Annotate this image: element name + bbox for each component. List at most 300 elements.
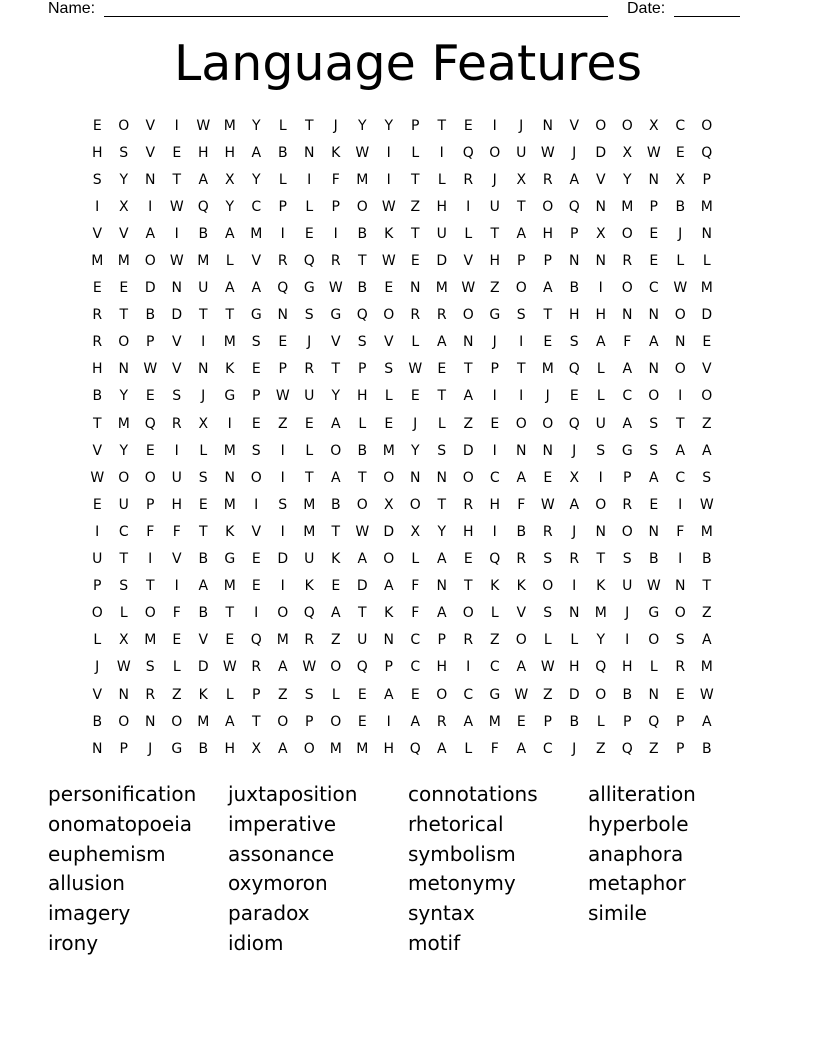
- grid-letter: G: [489, 686, 501, 703]
- grid-letter: Y: [225, 198, 235, 215]
- grid-letter: V: [118, 225, 129, 242]
- grid-letter: Z: [463, 415, 474, 432]
- grid-letter: M: [144, 632, 157, 649]
- grid-letter: J: [307, 334, 312, 351]
- grid-letter: G: [224, 388, 236, 405]
- grid-letter: T: [463, 578, 473, 595]
- grid-letter: W: [302, 659, 317, 676]
- grid-letter: I: [148, 551, 153, 568]
- grid-letter: A: [330, 605, 341, 622]
- grid-letter: N: [383, 632, 394, 649]
- grid-letter: F: [676, 523, 685, 540]
- grid-letter: J: [572, 442, 577, 459]
- grid-letter: I: [678, 388, 683, 405]
- grid-letter: X: [118, 632, 129, 649]
- grid-letter: E: [649, 225, 659, 242]
- grid-letter: L: [225, 253, 234, 270]
- grid-letter: O: [118, 713, 130, 730]
- grid-letter: N: [648, 686, 659, 703]
- grid-letter: W: [355, 523, 370, 540]
- grid-letter: O: [118, 469, 130, 486]
- grid-letter: L: [225, 686, 234, 703]
- grid-letter: C: [410, 659, 421, 676]
- grid-letter: E: [304, 225, 314, 242]
- grid-letter: A: [198, 171, 209, 188]
- grid-letter: R: [330, 253, 341, 270]
- grid-letter: W: [275, 388, 290, 405]
- grid-letter: O: [356, 198, 368, 215]
- grid-letter: O: [118, 334, 130, 351]
- grid-letter: Q: [409, 740, 421, 757]
- grid-letter: Q: [595, 659, 607, 676]
- grid-letter: M: [117, 253, 130, 270]
- grid-letter: S: [516, 307, 526, 324]
- grid-letter: O: [383, 307, 395, 324]
- grid-letter: W: [328, 280, 343, 297]
- grid-letter: H: [462, 523, 474, 540]
- word-list-item: metaphor: [588, 871, 686, 896]
- grid-letter: U: [516, 144, 527, 161]
- grid-letter: W: [514, 686, 529, 703]
- word-list-item: euphemism: [48, 841, 166, 866]
- grid-letter: I: [174, 578, 179, 595]
- grid-letter: X: [251, 740, 262, 757]
- grid-letter: A: [383, 686, 394, 703]
- grid-letter: H: [595, 307, 607, 324]
- grid-letter: O: [277, 605, 289, 622]
- grid-letter: I: [254, 605, 259, 622]
- grid-letter: A: [436, 740, 447, 757]
- grid-letter: X: [198, 415, 209, 432]
- grid-letter: L: [596, 713, 605, 730]
- grid-letter: E: [410, 388, 420, 405]
- grid-letter: T: [119, 307, 129, 324]
- grid-letter: J: [519, 117, 524, 134]
- grid-letter: B: [648, 551, 659, 568]
- grid-letter: T: [304, 117, 314, 134]
- grid-letter: R: [92, 334, 103, 351]
- grid-letter: O: [356, 496, 368, 513]
- grid-letter: P: [278, 198, 287, 215]
- grid-letter: B: [357, 280, 368, 297]
- grid-letter: N: [701, 225, 712, 242]
- grid-letter: N: [463, 334, 474, 351]
- grid-letter: I: [598, 280, 603, 297]
- grid-letter: Z: [595, 740, 606, 757]
- grid-letter: G: [303, 280, 315, 297]
- grid-letter: M: [621, 198, 634, 215]
- grid-letter: N: [595, 253, 606, 270]
- grid-letter: L: [437, 415, 446, 432]
- grid-letter: C: [489, 659, 500, 676]
- grid-letter: I: [572, 578, 577, 595]
- grid-letter: F: [146, 523, 155, 540]
- word-list-item: rhetorical: [408, 811, 504, 836]
- grid-letter: F: [411, 605, 420, 622]
- grid-letter: P: [384, 659, 393, 676]
- grid-letter: W: [222, 659, 237, 676]
- grid-letter: P: [146, 334, 155, 351]
- grid-letter: W: [169, 253, 184, 270]
- grid-letter: C: [622, 388, 633, 405]
- grid-letter: R: [251, 659, 262, 676]
- grid-letter: A: [701, 442, 712, 459]
- grid-letter: Q: [356, 659, 368, 676]
- grid-letter: Q: [197, 198, 209, 215]
- grid-letter: V: [198, 632, 209, 649]
- grid-letter: Y: [596, 632, 606, 649]
- grid-letter: U: [622, 578, 633, 595]
- grid-letter: R: [622, 253, 633, 270]
- name-blank-line: [104, 16, 608, 17]
- grid-letter: R: [569, 551, 580, 568]
- grid-letter: M: [223, 334, 236, 351]
- grid-letter: O: [462, 469, 474, 486]
- grid-letter: A: [436, 605, 447, 622]
- grid-letter: P: [676, 713, 685, 730]
- grid-letter: O: [462, 307, 474, 324]
- grid-letter: K: [384, 605, 394, 622]
- grid-letter: E: [490, 415, 500, 432]
- grid-letter: O: [674, 361, 686, 378]
- grid-letter: I: [95, 523, 100, 540]
- grid-letter: T: [516, 361, 526, 378]
- grid-letter: A: [622, 361, 633, 378]
- grid-letter: F: [490, 740, 499, 757]
- grid-letter: U: [304, 551, 315, 568]
- grid-letter: O: [674, 307, 686, 324]
- grid-letter: I: [386, 171, 391, 188]
- grid-letter: S: [437, 442, 447, 459]
- grid-letter: A: [569, 171, 580, 188]
- grid-letter: R: [410, 307, 421, 324]
- grid-letter: L: [411, 144, 420, 161]
- grid-letter: P: [490, 361, 499, 378]
- grid-letter: G: [330, 307, 342, 324]
- grid-letter: A: [701, 632, 712, 649]
- grid-letter: M: [435, 280, 448, 297]
- grid-letter: M: [356, 171, 369, 188]
- grid-letter: L: [384, 388, 393, 405]
- grid-letter: K: [225, 361, 235, 378]
- word-list-item: allusion: [48, 871, 125, 896]
- grid-letter: G: [621, 442, 633, 459]
- grid-letter: E: [543, 469, 553, 486]
- grid-letter: B: [330, 496, 341, 513]
- grid-letter: E: [437, 361, 447, 378]
- grid-letter: U: [357, 632, 368, 649]
- grid-letter: N: [569, 605, 580, 622]
- grid-letter: P: [437, 632, 446, 649]
- grid-letter: I: [466, 198, 471, 215]
- grid-letter: L: [596, 388, 605, 405]
- grid-letter: D: [356, 578, 368, 595]
- grid-letter: Q: [462, 144, 474, 161]
- grid-letter: J: [492, 334, 497, 351]
- grid-letter: V: [463, 253, 474, 270]
- grid-letter: H: [91, 361, 103, 378]
- grid-letter: N: [145, 713, 156, 730]
- grid-letter: I: [280, 442, 285, 459]
- grid-letter: E: [251, 361, 261, 378]
- word-list-item: simile: [588, 901, 647, 926]
- grid-letter: E: [384, 415, 394, 432]
- grid-letter: W: [90, 469, 105, 486]
- grid-letter: Z: [277, 415, 288, 432]
- grid-letter: N: [277, 307, 288, 324]
- grid-letter: U: [92, 551, 103, 568]
- grid-letter: N: [675, 578, 686, 595]
- grid-letter: L: [119, 605, 128, 622]
- grid-letter: R: [436, 713, 447, 730]
- grid-letter: V: [171, 361, 182, 378]
- grid-letter: L: [199, 442, 208, 459]
- grid-letter: P: [411, 117, 420, 134]
- grid-letter: V: [145, 144, 156, 161]
- grid-letter: Z: [277, 686, 288, 703]
- grid-letter: Q: [250, 632, 262, 649]
- grid-letter: S: [304, 686, 314, 703]
- grid-letter: V: [92, 442, 103, 459]
- grid-letter: Y: [384, 117, 394, 134]
- grid-letter: O: [621, 280, 633, 297]
- grid-letter: M: [329, 740, 342, 757]
- grid-letter: K: [225, 523, 235, 540]
- word-list-item: hyperbole: [588, 811, 689, 836]
- grid-letter: M: [250, 225, 263, 242]
- grid-letter: I: [466, 659, 471, 676]
- grid-letter: E: [198, 496, 208, 513]
- grid-letter: S: [622, 551, 632, 568]
- grid-letter: K: [304, 578, 314, 595]
- grid-letter: N: [171, 280, 182, 297]
- grid-letter: D: [595, 144, 607, 161]
- grid-letter: F: [411, 578, 420, 595]
- grid-letter: P: [570, 225, 579, 242]
- grid-letter: K: [331, 551, 341, 568]
- grid-letter: A: [436, 334, 447, 351]
- grid-letter: T: [702, 578, 712, 595]
- grid-letter: A: [410, 713, 421, 730]
- grid-letter: N: [118, 361, 129, 378]
- grid-letter: R: [171, 415, 182, 432]
- grid-letter: U: [436, 225, 447, 242]
- grid-letter: L: [702, 253, 711, 270]
- grid-letter: T: [145, 578, 155, 595]
- grid-letter: J: [545, 388, 550, 405]
- grid-letter: N: [145, 171, 156, 188]
- grid-letter: T: [357, 605, 367, 622]
- word-column: [228, 780, 408, 959]
- grid-letter: B: [198, 605, 209, 622]
- grid-letter: Z: [489, 280, 500, 297]
- grid-letter: E: [569, 388, 579, 405]
- letter-grid: [84, 112, 720, 762]
- grid-letter: J: [492, 171, 497, 188]
- grid-letter: T: [463, 361, 473, 378]
- grid-letter: D: [568, 686, 580, 703]
- grid-letter: Y: [119, 171, 129, 188]
- grid-letter: L: [490, 605, 499, 622]
- grid-letter: O: [621, 523, 633, 540]
- grid-letter: A: [224, 225, 235, 242]
- grid-letter: Y: [251, 171, 261, 188]
- grid-letter: S: [569, 334, 579, 351]
- grid-letter: P: [623, 713, 632, 730]
- grid-letter: L: [305, 442, 314, 459]
- grid-letter: E: [251, 551, 261, 568]
- grid-letter: L: [464, 740, 473, 757]
- grid-letter: E: [357, 686, 367, 703]
- date-label: Date:: [627, 0, 666, 17]
- grid-letter: N: [622, 307, 633, 324]
- grid-letter: R: [463, 496, 474, 513]
- grid-letter: E: [410, 686, 420, 703]
- grid-letter: A: [516, 469, 527, 486]
- grid-letter: X: [648, 117, 659, 134]
- grid-letter: W: [169, 198, 184, 215]
- grid-letter: O: [330, 442, 342, 459]
- grid-letter: V: [92, 225, 103, 242]
- grid-letter: K: [490, 578, 500, 595]
- grid-letter: D: [144, 280, 156, 297]
- grid-letter: R: [436, 307, 447, 324]
- grid-letter: Y: [622, 171, 632, 188]
- word-column: [48, 780, 228, 959]
- grid-letter: M: [303, 523, 316, 540]
- grid-letter: Q: [356, 307, 368, 324]
- grid-letter: O: [648, 632, 660, 649]
- grid-letter: P: [252, 388, 261, 405]
- grid-letter: L: [464, 225, 473, 242]
- grid-letter: X: [595, 225, 606, 242]
- grid-letter: E: [675, 144, 685, 161]
- grid-letter: L: [331, 686, 340, 703]
- grid-letter: O: [250, 469, 262, 486]
- grid-letter: C: [463, 686, 474, 703]
- grid-letter: U: [171, 469, 182, 486]
- grid-letter: S: [357, 334, 367, 351]
- grid-letter: I: [307, 171, 312, 188]
- grid-letter: M: [197, 253, 210, 270]
- grid-letter: H: [224, 144, 236, 161]
- grid-letter: I: [280, 578, 285, 595]
- grid-letter: I: [333, 225, 338, 242]
- grid-letter: Q: [303, 605, 315, 622]
- grid-letter: E: [675, 686, 685, 703]
- grid-letter: O: [595, 117, 607, 134]
- grid-letter: E: [304, 415, 314, 432]
- word-list-item: irony: [48, 930, 99, 955]
- grid-letter: B: [569, 280, 580, 297]
- grid-letter: W: [381, 253, 396, 270]
- grid-letter: A: [277, 659, 288, 676]
- grid-letter: R: [304, 361, 315, 378]
- grid-letter: P: [278, 361, 287, 378]
- grid-letter: S: [702, 469, 712, 486]
- grid-letter: O: [303, 740, 315, 757]
- grid-letter: G: [648, 605, 660, 622]
- grid-letter: F: [331, 171, 340, 188]
- grid-letter: U: [198, 280, 209, 297]
- word-column: [408, 780, 588, 959]
- grid-letter: V: [171, 334, 182, 351]
- grid-letter: A: [622, 415, 633, 432]
- grid-letter: X: [675, 171, 686, 188]
- grid-letter: H: [436, 198, 448, 215]
- grid-letter: Z: [648, 740, 659, 757]
- grid-letter: W: [646, 144, 661, 161]
- grid-letter: P: [331, 198, 340, 215]
- grid-letter: L: [172, 659, 181, 676]
- grid-letter: I: [598, 469, 603, 486]
- grid-letter: Q: [303, 253, 315, 270]
- grid-letter: I: [227, 415, 232, 432]
- grid-letter: T: [304, 469, 314, 486]
- grid-letter: L: [543, 632, 552, 649]
- grid-letter: T: [437, 117, 447, 134]
- word-list-item: motif: [408, 930, 461, 955]
- grid-letter: O: [171, 713, 183, 730]
- grid-letter: N: [198, 361, 209, 378]
- grid-letter: Z: [330, 632, 341, 649]
- grid-letter: I: [439, 144, 444, 161]
- grid-letter: M: [91, 253, 104, 270]
- grid-letter: E: [463, 117, 473, 134]
- grid-letter: M: [700, 198, 713, 215]
- grid-letter: E: [649, 253, 659, 270]
- grid-letter: M: [276, 632, 289, 649]
- grid-letter: R: [516, 551, 527, 568]
- grid-letter: N: [595, 198, 606, 215]
- grid-letter: E: [92, 496, 102, 513]
- grid-letter: X: [622, 144, 633, 161]
- grid-letter: P: [358, 361, 367, 378]
- grid-letter: W: [540, 144, 555, 161]
- grid-letter: O: [436, 686, 448, 703]
- grid-letter: W: [699, 496, 714, 513]
- grid-letter: C: [648, 280, 659, 297]
- grid-letter: W: [408, 361, 423, 378]
- grid-letter: L: [437, 171, 446, 188]
- grid-letter: O: [621, 117, 633, 134]
- grid-letter: B: [198, 225, 209, 242]
- word-list-item: imagery: [48, 901, 131, 926]
- word-list-item: connotations: [408, 782, 538, 806]
- grid-letter: X: [118, 198, 129, 215]
- grid-letter: V: [701, 361, 712, 378]
- grid-letter: O: [144, 253, 156, 270]
- grid-letter: I: [678, 551, 683, 568]
- grid-letter: T: [516, 198, 526, 215]
- grid-letter: Q: [568, 198, 580, 215]
- grid-letter: A: [330, 415, 341, 432]
- grid-letter: P: [543, 253, 552, 270]
- grid-letter: P: [649, 198, 658, 215]
- grid-letter: N: [224, 469, 235, 486]
- grid-letter: W: [143, 361, 158, 378]
- grid-letter: Z: [701, 415, 712, 432]
- grid-letter: A: [383, 578, 394, 595]
- grid-letter: D: [277, 551, 289, 568]
- grid-letter: E: [92, 117, 102, 134]
- grid-letter: L: [596, 361, 605, 378]
- grid-letter: O: [383, 551, 395, 568]
- grid-letter: O: [595, 686, 607, 703]
- grid-letter: A: [145, 225, 156, 242]
- grid-letter: R: [304, 632, 315, 649]
- grid-letter: Y: [357, 117, 367, 134]
